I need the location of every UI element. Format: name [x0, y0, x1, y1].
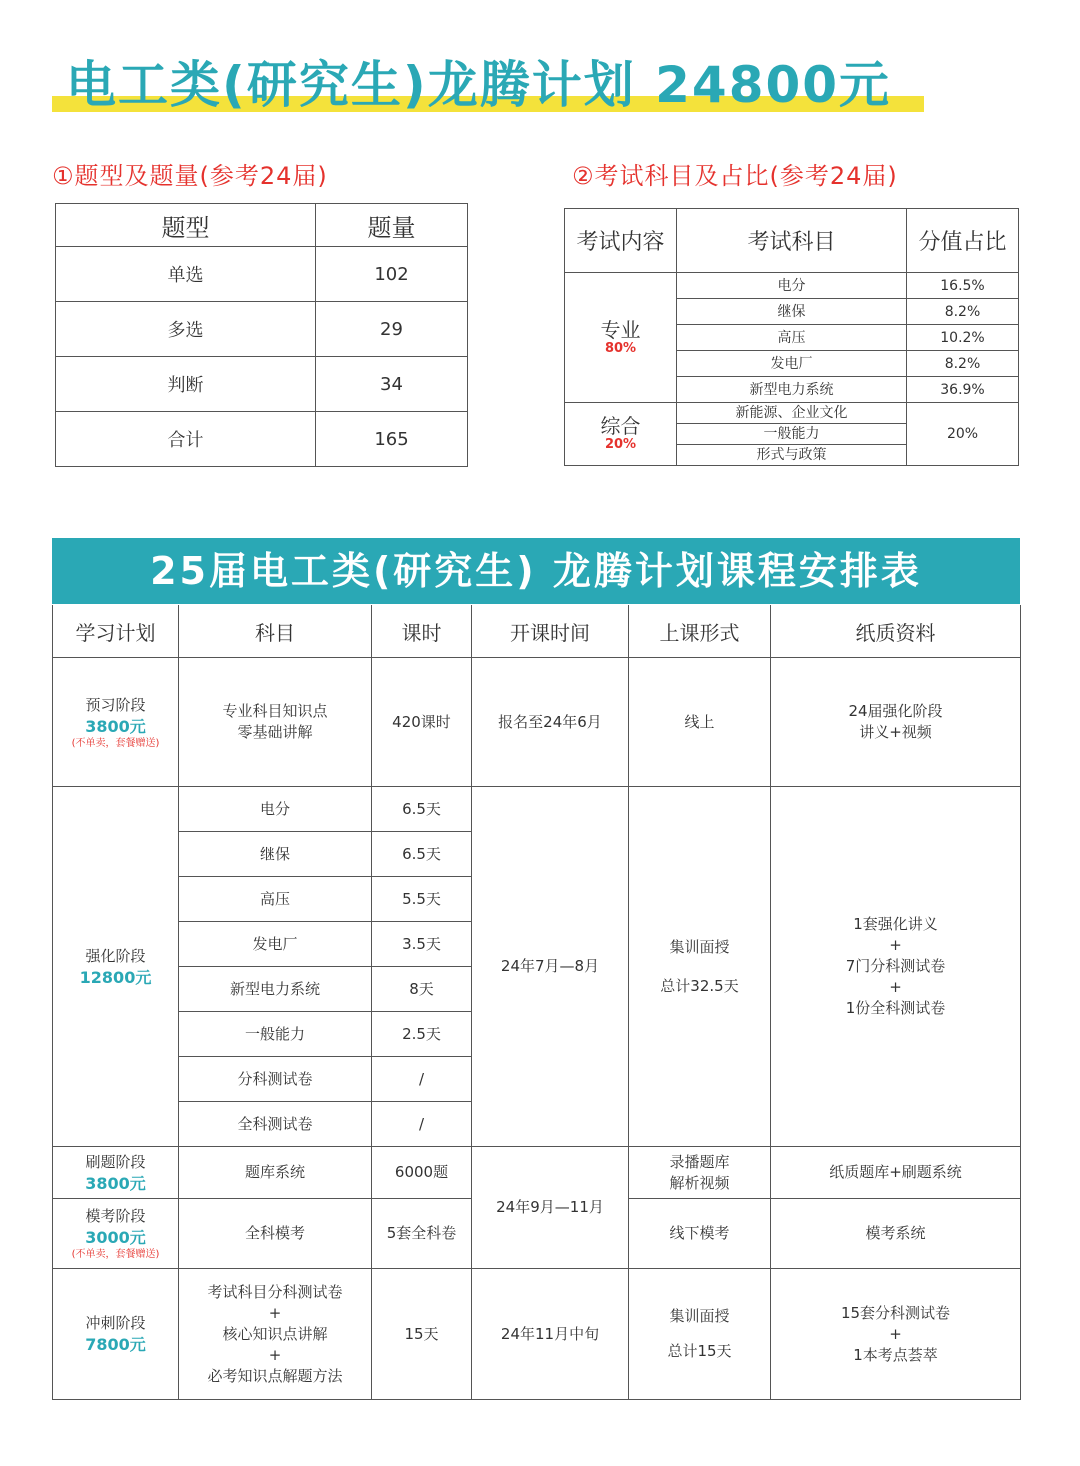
plus-sign: + — [268, 1303, 282, 1322]
plus-sign: + — [268, 1345, 282, 1364]
material-line: 24届强化阶段 — [848, 702, 943, 720]
material-line: 15套分科测试卷 — [840, 1303, 951, 1322]
material-line: 1本考点荟萃 — [853, 1345, 938, 1364]
header-time: 开课时间 — [472, 605, 629, 658]
stage-note: (不单卖，套餐赠送) — [71, 737, 160, 749]
cell-hours: 3.5天 — [372, 922, 472, 967]
cell-ratio: 8.2% — [907, 299, 1019, 325]
plus-sign: + — [889, 936, 902, 954]
table-header-row — [56, 204, 468, 247]
cell-subject: 发电厂 — [179, 922, 372, 967]
cell-subject: 高压 — [677, 325, 907, 351]
cell-type: 多选 — [56, 302, 316, 357]
header-ratio: 分值占比 — [907, 209, 1019, 273]
cell-hours: 8天 — [372, 967, 472, 1012]
form-line: 总计32.5天 — [660, 976, 739, 995]
header-plan: 学习计划 — [53, 605, 179, 658]
cell-ratio: 16.5% — [907, 273, 1019, 299]
header-subject: 考试科目 — [677, 209, 907, 273]
cell-ratio: 36.9% — [907, 377, 1019, 403]
cell-ratio: 10.2% — [907, 325, 1019, 351]
table-row — [56, 302, 468, 357]
cell-material — [771, 1269, 1021, 1400]
header-subject: 科目 — [179, 605, 372, 658]
cell-type: 判断 — [56, 357, 316, 412]
cell-hours: 5.5天 — [372, 877, 472, 922]
cell-hours: 6000题 — [372, 1147, 472, 1199]
header-form: 上课形式 — [629, 605, 771, 658]
stage-sprint — [53, 1269, 179, 1400]
cell-count: 165 — [316, 412, 468, 467]
stage-price: 3000元 — [85, 1228, 146, 1247]
cell-hours: / — [372, 1057, 472, 1102]
subject-line: 核心知识点讲解 — [222, 1324, 328, 1343]
cell-hours: 6.5天 — [372, 832, 472, 877]
cell-subject: 题库系统 — [179, 1147, 372, 1199]
stage-name: 强化阶段 — [85, 946, 146, 965]
cell-hours: 6.5天 — [372, 787, 472, 832]
table-row-sprint — [53, 1269, 1021, 1400]
header-content: 考试内容 — [565, 209, 677, 273]
stage-name: 模考阶段 — [85, 1207, 146, 1225]
cell-ratio: 8.2% — [907, 351, 1019, 377]
stage-preview — [53, 658, 179, 787]
header-type: 题型 — [56, 204, 316, 247]
form-line: 解析视频 — [669, 1173, 730, 1192]
table-header-row — [53, 605, 1021, 658]
material-line: 1份全科测试卷 — [845, 999, 946, 1017]
group-professional — [565, 273, 677, 403]
schedule-banner: 25届电工类(研究生) 龙腾计划课程安排表 — [52, 538, 1020, 604]
cell-hours: 2.5天 — [372, 1012, 472, 1057]
cell-subject — [179, 1269, 372, 1400]
plus-sign: + — [889, 978, 902, 996]
stage-note: (不单卖，套餐赠送) — [71, 1249, 160, 1260]
material-line: 讲义+视频 — [859, 723, 932, 741]
cell-hours: / — [372, 1102, 472, 1147]
cell-form — [629, 1147, 771, 1199]
group-comprehensive — [565, 403, 677, 466]
stage-price: 3800元 — [85, 716, 146, 736]
stage-price: 12800元 — [79, 967, 152, 987]
table-row-preview — [53, 658, 1021, 787]
cell-form: 线上 — [629, 658, 771, 787]
cell-time: 报名至24年6月 — [472, 658, 629, 787]
cell-count: 29 — [316, 302, 468, 357]
cell-material: 模考系统 — [771, 1199, 1021, 1269]
stage-strengthen — [53, 787, 179, 1147]
cell-subject: 新能源、企业文化 — [677, 403, 907, 424]
subject-ratio-table — [564, 208, 1019, 466]
cell-subject: 继保 — [179, 832, 372, 877]
cell-material — [771, 787, 1021, 1147]
form-line: 录播题库 — [669, 1152, 730, 1171]
cell-subject: 高压 — [179, 877, 372, 922]
plus-sign: + — [889, 1324, 902, 1343]
cell-material: 纸质题库+刷题系统 — [771, 1147, 1021, 1199]
cell-subject: 发电厂 — [677, 351, 907, 377]
subject-line: 专业科目知识点 — [222, 702, 328, 720]
table-row — [56, 412, 468, 467]
stage-name: 刷题阶段 — [85, 1152, 146, 1171]
group-name: 专业 — [600, 317, 641, 342]
cell-form — [629, 1269, 771, 1400]
cell-time: 24年9月—11月 — [472, 1147, 629, 1269]
cell-subject: 新型电力系统 — [179, 967, 372, 1012]
cell-subject: 全科测试卷 — [179, 1102, 372, 1147]
question-type-table — [55, 203, 468, 467]
cell-subject: 全科模考 — [179, 1199, 372, 1269]
stage-mock — [53, 1199, 179, 1269]
header-material: 纸质资料 — [771, 605, 1021, 658]
cell-type: 合计 — [56, 412, 316, 467]
table-row — [56, 357, 468, 412]
cell-subject: 分科测试卷 — [179, 1057, 372, 1102]
cell-time: 24年11月中旬 — [472, 1269, 629, 1400]
cell-hours: 5套全科卷 — [372, 1199, 472, 1269]
subject-line: 考试科目分科测试卷 — [207, 1282, 343, 1301]
cell-ratio: 20% — [907, 403, 1019, 466]
subject-line: 零基础讲解 — [237, 723, 313, 741]
title-block — [52, 52, 924, 118]
cell-hours: 420课时 — [372, 658, 472, 787]
cell-form: 线下模考 — [629, 1199, 771, 1269]
cell-count: 34 — [316, 357, 468, 412]
cell-subject: 新型电力系统 — [677, 377, 907, 403]
cell-count: 102 — [316, 247, 468, 302]
header-count: 题量 — [316, 204, 468, 247]
cell-subject: 形式与政策 — [677, 445, 907, 466]
table-row — [565, 403, 1019, 424]
cell-subject: 一般能力 — [677, 424, 907, 445]
cell-time: 24年7月—8月 — [472, 787, 629, 1147]
stage-name: 预习阶段 — [85, 695, 146, 714]
table-row-strengthen — [53, 787, 1021, 832]
cell-subject: 电分 — [179, 787, 372, 832]
section2-title: ②考试科目及占比(参考24届) — [572, 162, 898, 190]
subject-line: 必考知识点解题方法 — [207, 1366, 343, 1385]
page-title: 电工类(研究生)龙腾计划 24800元 — [66, 56, 892, 114]
material-line: 1套强化讲义 — [853, 915, 938, 933]
cell-type: 单选 — [56, 247, 316, 302]
cell-subject — [179, 658, 372, 787]
form-line: 总计15天 — [667, 1342, 732, 1360]
group-pct: 20% — [604, 437, 637, 452]
stage-drill — [53, 1147, 179, 1199]
stage-price: 7800元 — [85, 1335, 146, 1354]
cell-material — [771, 658, 1021, 787]
course-schedule-table — [52, 605, 1021, 1400]
cell-form — [629, 787, 771, 1147]
cell-subject: 一般能力 — [179, 1012, 372, 1057]
group-name: 综合 — [600, 414, 641, 438]
header-hours: 课时 — [372, 605, 472, 658]
form-line: 集训面授 — [669, 1307, 730, 1325]
cell-hours: 15天 — [372, 1269, 472, 1400]
table-header-row — [565, 209, 1019, 273]
cell-subject: 继保 — [677, 299, 907, 325]
group-pct: 80% — [604, 340, 637, 356]
stage-name: 冲刺阶段 — [85, 1314, 146, 1332]
stage-price: 3800元 — [85, 1173, 146, 1193]
table-row — [565, 273, 1019, 299]
section1-title: ①题型及题量(参考24届) — [52, 162, 328, 190]
form-line: 集训面授 — [669, 937, 730, 956]
cell-subject: 电分 — [677, 273, 907, 299]
table-row-drill — [53, 1147, 1021, 1199]
table-row — [56, 247, 468, 302]
material-line: 7门分科测试卷 — [845, 957, 946, 975]
